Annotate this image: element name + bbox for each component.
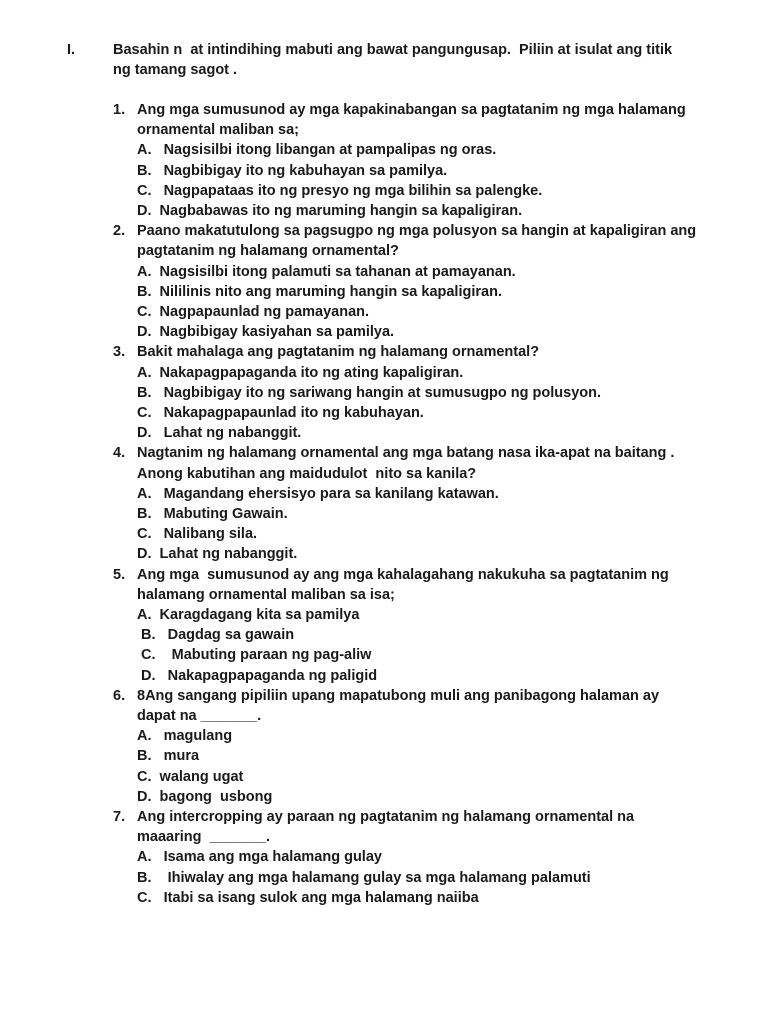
question-text: Nagtanim ng halamang ornamental ang mga batang nasa ika-apat na baitang . (137, 445, 675, 462)
answer-option: B. Nagbibigay ito ng sariwang hangin at sumusugpo ng polusyon. (137, 384, 602, 401)
answer-option: D. Lahat ng nabanggit. (137, 546, 298, 563)
answer-option: B. Dagdag sa gawain (137, 627, 295, 644)
question-number: 7. (113, 809, 126, 825)
question-number: 3. (113, 344, 126, 361)
question-text: halamang ornamental maliban sa isa; (137, 586, 395, 603)
answer-option: C. walang ugat (137, 768, 244, 785)
question-text: pagtatanim ng halamang ornamental? (137, 243, 399, 260)
question-text: Ang mga sumusunod ay mga kapakinabangan sa pagtatanim ng mga halamang (137, 102, 686, 118)
answer-option: A. Nagsisilbi itong palamuti sa tahanan at pamayanan. (137, 263, 516, 280)
answer-option: D. Nagbabawas ito ng maruming hangin sa kapaligiran. (137, 203, 523, 219)
question-text: Ang mga sumusunod ay ang mga kahalagahang nakukuha sa pagtatanim ng (137, 566, 669, 583)
answer-option: C. Nagpapaunlad ng pamayanan. (137, 304, 370, 320)
answer-option: D. Nakapagpapaganda ng paligid (137, 667, 378, 684)
answer-option: A. Isama ang mga halamang gulay (137, 849, 382, 866)
answer-option: C. Nakapagpapaunlad ito ng kabuhayan. (137, 405, 424, 421)
answer-option: B. mura (137, 748, 200, 765)
question-number: 4. (113, 445, 126, 462)
answer-option: A. Karagdagang kita sa pamilya (137, 607, 360, 623)
instruction-line-2: ng tamang sagot . (113, 62, 238, 78)
answer-option: D. bagong usbong (137, 788, 273, 805)
answer-option: B. Nagbibigay ito ng kabuhayan sa pamilya. (137, 162, 448, 179)
question-text: dapat na _______. (137, 708, 262, 724)
question-text: Anong kabutihan ang maidudulot nito sa kanila? (137, 465, 477, 482)
answer-option: D. Lahat ng nabanggit. (137, 425, 302, 442)
question-text: Ang intercropping ay paraan ng pagtatanim ng halamang ornamental na (137, 809, 635, 825)
answer-option: B. Ihiwalay ang mga halamang gulay sa mga halamang palamuti (137, 869, 591, 886)
answer-option: B. Nililinis nito ang maruming hangin sa kapaligiran. (137, 283, 502, 300)
answer-option: D. Nagbibigay kasiyahan sa pamilya. (137, 324, 395, 341)
question-text: maaaring _______. (137, 829, 271, 846)
answer-option: B. Mabuting Gawain. (137, 506, 288, 522)
answer-option: A. Nakapagpapaganda ito ng ating kapaligiran. (137, 364, 464, 381)
answer-option: A. Magandang ehersisyo para sa kanilang katawan. (137, 485, 499, 502)
question-number: 2. (113, 223, 126, 240)
answer-option: A. magulang (137, 728, 233, 745)
answer-option: C. Itabi sa isang sulok ang mga halamang naiiba (137, 889, 479, 906)
question-text: Paano makatutulong sa pagsugpo ng mga polusyon sa hangin at kapaligiran ang (137, 223, 697, 240)
answer-option: C. Nalibang sila. (137, 526, 258, 543)
question-number: 6. (113, 687, 126, 704)
question-text: 8Ang sangang pipiliin upang mapatubong muli ang panibagong halaman ay (137, 687, 660, 704)
question-text: Bakit mahalaga ang pagtatanim ng halamang ornamental? (137, 344, 540, 361)
question-number: 1. (113, 102, 126, 118)
section-numeral: I. (67, 42, 76, 58)
question-number: 5. (113, 566, 126, 583)
answer-option: C. Mabuting paraan ng pag-aliw (137, 647, 372, 664)
answer-option: A. Nagsisilbi itong libangan at pampalipas ng oras. (137, 142, 497, 159)
instruction-line-1: Basahin n at intindihing mabuti ang bawat pangungusap. Piliin at isulat ang titik (113, 42, 673, 58)
question-text: ornamental maliban sa; (137, 122, 299, 139)
answer-option: C. Nagpapataas ito ng presyo ng mga bilihin sa palengke. (137, 182, 543, 199)
